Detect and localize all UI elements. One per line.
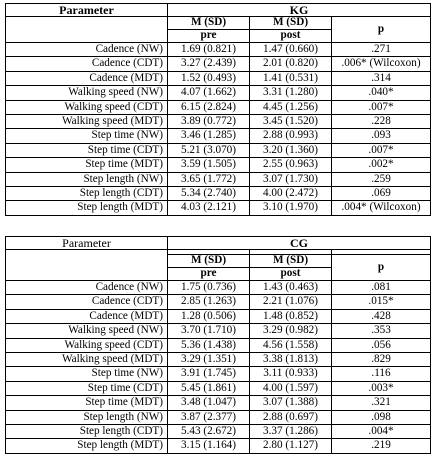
kg-table-row — [6, 114, 431, 128]
cg-p-header: p — [332, 255, 431, 281]
kg-table-row — [6, 100, 431, 114]
cg-table-row — [6, 396, 431, 410]
kg-row-parameter: Walking speed (NW) — [6, 86, 168, 100]
cg-row-parameter: Cadence (MDT) — [6, 309, 168, 323]
cg-row-pre-value: 2.85 (1.263) — [168, 295, 250, 309]
kg-row-pre-value: 3.27 (2.439) — [168, 57, 250, 71]
kg-msd-post: M (SD) — [250, 17, 332, 30]
kg-row-post-value: 4.00 (2.472) — [250, 186, 332, 200]
cg-row-post-value: 2.80 (1.127) — [250, 439, 332, 453]
kg-parameter-header: Parameter — [6, 4, 168, 17]
kg-row-parameter: Step time (NW) — [6, 129, 168, 143]
kg-msd-pre: M (SD) — [168, 17, 250, 30]
cg-row-post-value: 3.38 (1.813) — [250, 352, 332, 366]
kg-row-parameter: Step length (CDT) — [6, 186, 168, 200]
cg-table-row — [6, 281, 431, 295]
kg-row-p-value: .002* — [332, 158, 431, 172]
kg-row-parameter: Step length (NW) — [6, 172, 168, 186]
cg-row-post-value: 4.00 (1.597) — [250, 381, 332, 395]
cg-row-p-value: .353 — [332, 324, 431, 338]
cg-row-parameter: Walking speed (NW) — [6, 324, 168, 338]
cg-table-row — [6, 338, 431, 352]
kg-row-post-value: 3.10 (1.970) — [250, 201, 332, 215]
kg-row-pre-value: 3.65 (1.772) — [168, 172, 250, 186]
cg-msd-post: M (SD) — [250, 255, 332, 268]
cg-row-post-value: 4.56 (1.558) — [250, 338, 332, 352]
cg-msd-pre: M (SD) — [168, 255, 250, 268]
kg-row-p-value: .006* (Wilcoxon) — [332, 57, 431, 71]
kg-row-parameter: Cadence (NW) — [6, 43, 168, 57]
cg-row-parameter: Step length (NW) — [6, 410, 168, 424]
kg-table — [5, 3, 431, 216]
cg-row-parameter: Step length (MDT) — [6, 439, 168, 453]
kg-row-parameter: Cadence (CDT) — [6, 57, 168, 71]
kg-row-post-value: 3.20 (1.360) — [250, 143, 332, 157]
cg-row-p-value: .003* — [332, 381, 431, 395]
cg-row-p-value: .428 — [332, 309, 431, 323]
cg-row-p-value: .219 — [332, 439, 431, 453]
cg-row-pre-value: 3.87 (2.377) — [168, 410, 250, 424]
cg-header-empty — [6, 250, 168, 281]
cg-pre-label: pre — [168, 268, 250, 281]
kg-table-row — [6, 158, 431, 172]
cg-table-row — [6, 381, 431, 395]
cg-row-post-value: 2.88 (0.697) — [250, 410, 332, 424]
cg-table-row — [6, 309, 431, 323]
kg-row-p-value: .314 — [332, 71, 431, 85]
kg-row-p-value: .271 — [332, 43, 431, 57]
kg-pre-label: pre — [168, 30, 250, 43]
cg-row-parameter: Step time (MDT) — [6, 396, 168, 410]
cg-row-pre-value: 5.36 (1.438) — [168, 338, 250, 352]
kg-row-p-value: .093 — [332, 129, 431, 143]
kg-row-pre-value: 5.34 (2.740) — [168, 186, 250, 200]
kg-p-header: p — [332, 17, 431, 43]
cg-row-parameter: Step time (CDT) — [6, 381, 168, 395]
cg-row-pre-value: 1.75 (0.736) — [168, 281, 250, 295]
kg-row-post-value: 3.07 (1.730) — [250, 172, 332, 186]
cg-row-parameter: Step length (CDT) — [6, 424, 168, 438]
cg-table-row — [6, 410, 431, 424]
cg-row-p-value: .004* — [332, 424, 431, 438]
cg-row-pre-value: 3.48 (1.047) — [168, 396, 250, 410]
cg-row-parameter: Step time (NW) — [6, 367, 168, 381]
cg-row-parameter: Cadence (NW) — [6, 281, 168, 295]
kg-header-row-1 — [6, 4, 431, 17]
kg-post-label: post — [250, 30, 332, 43]
cg-row-p-value: .321 — [332, 396, 431, 410]
cg-row-pre-value: 1.28 (0.506) — [168, 309, 250, 323]
kg-row-pre-value: 3.46 (1.285) — [168, 129, 250, 143]
cg-table — [5, 236, 431, 454]
kg-row-p-value: .007* — [332, 143, 431, 157]
kg-row-pre-value: 4.03 (2.121) — [168, 201, 250, 215]
kg-row-parameter: Walking speed (CDT) — [6, 100, 168, 114]
kg-row-pre-value: 6.15 (2.824) — [168, 100, 250, 114]
kg-row-post-value: 4.45 (1.256) — [250, 100, 332, 114]
kg-header-row-2 — [6, 17, 431, 30]
cg-row-parameter: Cadence (CDT) — [6, 295, 168, 309]
cg-table-row — [6, 367, 431, 381]
cg-row-p-value: .829 — [332, 352, 431, 366]
kg-table-row — [6, 201, 431, 215]
kg-row-post-value: 2.01 (0.820) — [250, 57, 332, 71]
cg-row-post-value: 2.21 (1.076) — [250, 295, 332, 309]
kg-table-row — [6, 71, 431, 85]
kg-row-post-value: 3.31 (1.280) — [250, 86, 332, 100]
cg-row-pre-value: 3.70 (1.710) — [168, 324, 250, 338]
kg-row-pre-value: 4.07 (1.662) — [168, 86, 250, 100]
cg-row-pre-value: 5.45 (1.861) — [168, 381, 250, 395]
cg-header-row-1 — [6, 237, 431, 250]
kg-row-pre-value: 1.52 (0.493) — [168, 71, 250, 85]
kg-table-body — [6, 43, 431, 216]
cg-row-post-value: 1.43 (0.463) — [250, 281, 332, 295]
cg-row-p-value: .081 — [332, 281, 431, 295]
cg-row-post-value: 3.11 (0.933) — [250, 367, 332, 381]
kg-row-post-value: 1.41 (0.531) — [250, 71, 332, 85]
kg-table-row — [6, 172, 431, 186]
cg-table-row — [6, 439, 431, 453]
kg-row-parameter: Step time (CDT) — [6, 143, 168, 157]
kg-row-pre-value: 5.21 (3.070) — [168, 143, 250, 157]
kg-row-p-value: .069 — [332, 186, 431, 200]
cg-row-post-value: 3.07 (1.388) — [250, 396, 332, 410]
kg-row-pre-value: 3.89 (0.772) — [168, 114, 250, 128]
kg-row-parameter: Walking speed (MDT) — [6, 114, 168, 128]
kg-row-parameter: Step time (MDT) — [6, 158, 168, 172]
cg-table-row — [6, 352, 431, 366]
cg-row-p-value: .116 — [332, 367, 431, 381]
kg-header-empty — [6, 17, 168, 43]
cg-group-label: CG — [168, 237, 431, 250]
kg-row-post-value: 2.88 (0.993) — [250, 129, 332, 143]
kg-row-parameter: Cadence (MDT) — [6, 71, 168, 85]
kg-row-post-value: 3.45 (1.520) — [250, 114, 332, 128]
kg-row-p-value: .040* — [332, 86, 431, 100]
kg-row-post-value: 2.55 (0.963) — [250, 158, 332, 172]
kg-row-p-value: .228 — [332, 114, 431, 128]
kg-table-row — [6, 57, 431, 71]
cg-row-parameter: Walking speed (MDT) — [6, 352, 168, 366]
kg-row-pre-value: 3.59 (1.505) — [168, 158, 250, 172]
cg-row-pre-value: 3.91 (1.745) — [168, 367, 250, 381]
cg-row-p-value: .098 — [332, 410, 431, 424]
cg-row-p-value: .015* — [332, 295, 431, 309]
cg-table-row — [6, 295, 431, 309]
cg-row-pre-value: 3.15 (1.164) — [168, 439, 250, 453]
cg-row-post-value: 3.37 (1.286) — [250, 424, 332, 438]
kg-row-parameter: Step length (MDT) — [6, 201, 168, 215]
kg-table-row — [6, 86, 431, 100]
cg-row-p-value: .056 — [332, 338, 431, 352]
kg-row-pre-value: 1.69 (0.821) — [168, 43, 250, 57]
kg-row-post-value: 1.47 (0.660) — [250, 43, 332, 57]
cg-table-row — [6, 424, 431, 438]
cg-table-body — [6, 281, 431, 454]
kg-table-row — [6, 186, 431, 200]
kg-row-p-value: .004* (Wilcoxon) — [332, 201, 431, 215]
cg-post-label: post — [250, 268, 332, 281]
kg-table-row — [6, 129, 431, 143]
cg-parameter-header: Parameter — [6, 237, 168, 250]
kg-group-label: KG — [168, 4, 431, 17]
kg-table-row — [6, 43, 431, 57]
cg-row-post-value: 3.29 (0.982) — [250, 324, 332, 338]
cg-row-pre-value: 3.29 (1.351) — [168, 352, 250, 366]
kg-table-row — [6, 143, 431, 157]
kg-row-p-value: .259 — [332, 172, 431, 186]
cg-row-post-value: 1.48 (0.852) — [250, 309, 332, 323]
cg-row-pre-value: 5.43 (2.672) — [168, 424, 250, 438]
cg-table-row — [6, 324, 431, 338]
cg-row-parameter: Walking speed (CDT) — [6, 338, 168, 352]
kg-row-p-value: .007* — [332, 100, 431, 114]
